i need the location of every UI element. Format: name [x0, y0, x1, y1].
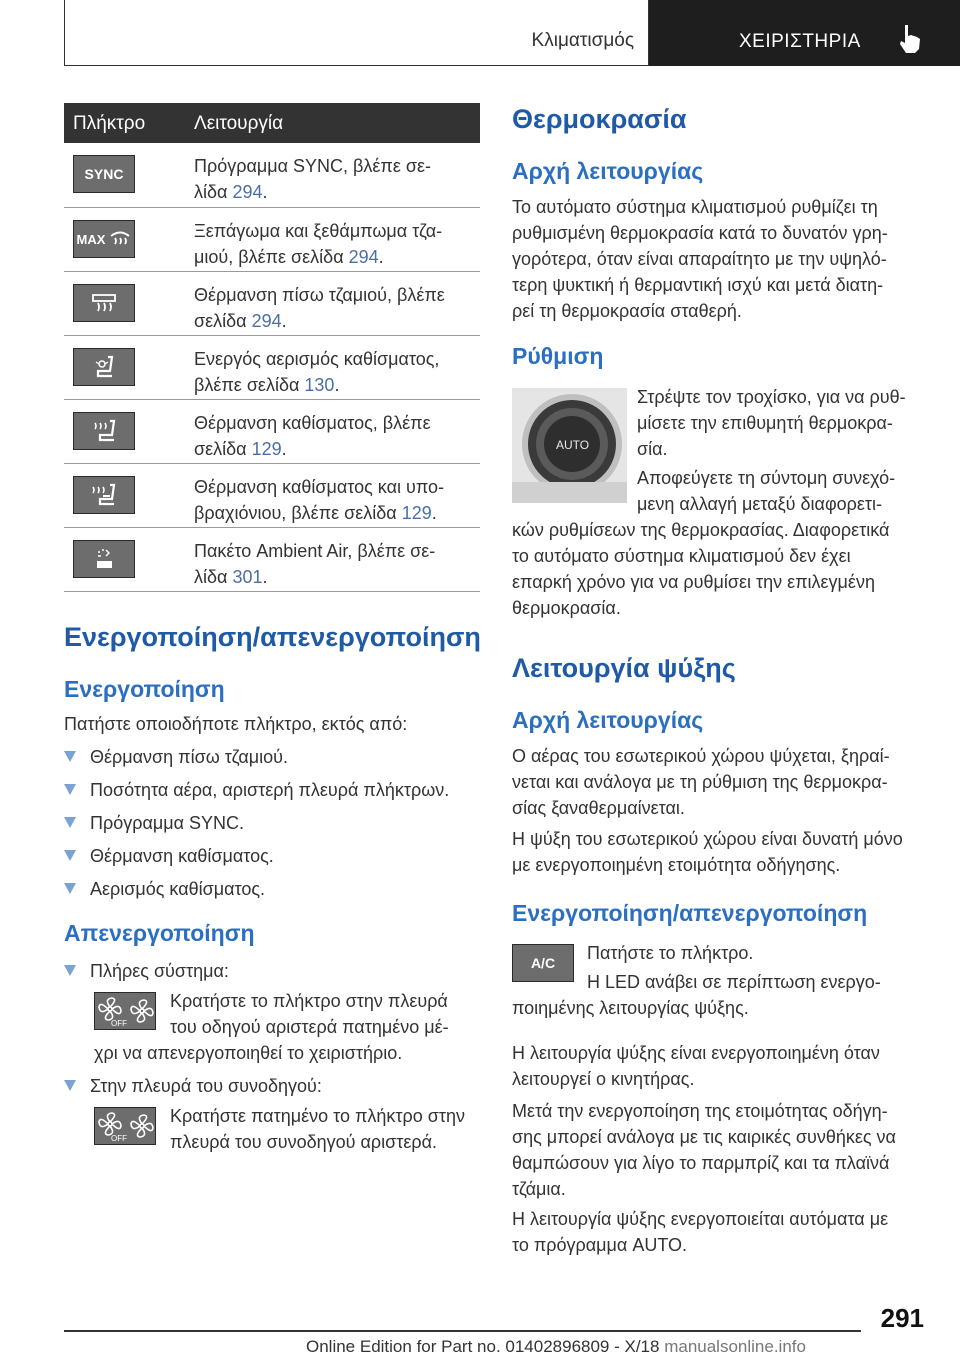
- setting-para-1a: Στρέψτε τον τροχίσκο, για να ρυθ-: [637, 387, 906, 407]
- ac-button: A/C: [512, 944, 574, 982]
- temp-para-2: ρυθμισμένη θερμοκρασία κατά το δυνατόν γρη-: [512, 223, 888, 243]
- page-link[interactable]: 130: [304, 375, 335, 395]
- page-link[interactable]: 129: [251, 439, 282, 459]
- row-text: Θέρμανση καθίσματος και υπο- βραχιόνιου, βλέπε σελίδα 129.: [194, 477, 444, 523]
- svg-text:OFF: OFF: [111, 1134, 127, 1143]
- temp-para-5: ρεί τη θερμοκρασία σταθερή.: [512, 301, 742, 321]
- chapter-title: ΧΕΙΡΙΣΤΗΡΙΑ: [739, 31, 861, 52]
- heading-principle-2: Αρχή λειτουργίας: [512, 707, 704, 733]
- max-defrost-button: MAX: [73, 220, 135, 258]
- ac-para-2b: ποιημένης λειτουργίας ψύξης.: [512, 998, 749, 1018]
- off-driver-text-c: χρι να απενεργοποιηθεί το χειριστήριο.: [94, 1043, 403, 1063]
- heading-principle: Αρχή λειτουργίας: [512, 158, 704, 184]
- svg-text:AUTO: AUTO: [556, 438, 590, 452]
- heading-on-off-2: Ενεργοποίηση/απενεργοποίηση: [512, 900, 868, 926]
- cool-para-2b: με ενεργοποιημένη ετοιμότητα οδήγησης.: [512, 855, 841, 875]
- table-header: [64, 103, 480, 143]
- ac-para-4d: τζάμια.: [512, 1179, 566, 1199]
- temp-para-3: γορότερα, όταν είναι απαραίτητο με την υψηλό-: [512, 249, 887, 269]
- page-header: [64, 0, 960, 66]
- fan-off-button-driver: [94, 992, 156, 1030]
- list-item: Θέρμανση πίσω τζαμιού.: [64, 744, 288, 770]
- setting-para-1b: μίσετε την επιθυμητή θερμοκρα-: [637, 413, 893, 433]
- list-item: Πλήρες σύστημα:: [64, 958, 229, 984]
- table-row: [64, 464, 480, 528]
- off-driver-text-b: του οδηγού αριστερά πατημένο μέ-: [170, 1017, 449, 1037]
- list-item: Αερισμός καθίσματος.: [64, 876, 265, 902]
- setting-para-2d: το αυτόματο σύστημα κλιματισμού δεν έχει: [512, 546, 851, 566]
- bullet-triangle-icon: [64, 817, 76, 828]
- setting-para-2f: θερμοκρασία.: [512, 598, 621, 618]
- row-text: Ενεργός αερισμός καθίσματος, βλέπε σελίδα 130.: [194, 349, 440, 395]
- page-link[interactable]: 294: [232, 182, 263, 202]
- heading-activation: Ενεργοποίηση: [64, 676, 225, 702]
- footer-divider: [64, 1330, 861, 1332]
- table-row: [64, 528, 480, 592]
- page-link[interactable]: 301: [232, 567, 263, 587]
- off-passenger-text-a: Κρατήστε πατημένο το πλήκτρο στην: [170, 1106, 466, 1126]
- temp-para-4: τερη ψυκτική ή θερμαντική ισχύ και μετά διατη-: [512, 275, 884, 295]
- ambient-air-icon: [90, 546, 118, 572]
- cool-para-1c: σίας ξαναθερμαίνεται.: [512, 798, 685, 818]
- fan-off-button-passenger: [94, 1107, 156, 1145]
- bullet-triangle-icon: [64, 883, 76, 894]
- list-item: Θέρμανση καθίσματος.: [64, 843, 274, 869]
- setting-para-2e: επαρκή χρόνο για να ρυθμίσει την επιλεγμένη: [512, 572, 875, 592]
- heading-temperature: Θερμοκρασία: [512, 104, 687, 134]
- table-row: [64, 272, 480, 336]
- col-header-function: Λειτουργία: [194, 113, 284, 134]
- table-row: [64, 336, 480, 400]
- list-item: Ποσότητα αέρα, αριστερή πλευρά πλήκτρων.: [64, 777, 449, 803]
- page-link[interactable]: 294: [348, 247, 379, 267]
- seat-ventilation-icon: [90, 354, 118, 380]
- list-item: Πρόγραμμα SYNC.: [64, 810, 244, 836]
- rear-window-heat-button: [73, 284, 135, 322]
- auto-knob-photo: [512, 388, 627, 503]
- off-passenger-text-b: πλευρά του συνοδηγού αριστερά.: [170, 1132, 438, 1152]
- ac-para-1: Πατήστε το πλήκτρο.: [587, 943, 754, 963]
- seat-heating-icon: [90, 418, 118, 444]
- ac-para-4c: θαμπώσουν για λίγο το παρμπρίζ και τα πλαϊνά: [512, 1153, 890, 1173]
- bullet-triangle-icon: [64, 751, 76, 762]
- hand-pointer-icon: [895, 22, 925, 54]
- page-link[interactable]: 129: [401, 503, 432, 523]
- ac-para-3a: Η λειτουργία ψύξης είναι ενεργοποιημένη όταν: [512, 1043, 880, 1063]
- seat-armrest-heating-button: [73, 476, 135, 514]
- col-header-button: Πλήκτρο: [73, 113, 146, 134]
- row-text: Πακέτο Ambient Air, βλέπε σε- λίδα 301.: [194, 541, 436, 587]
- heading-deactivation: Απενεργοποίηση: [64, 920, 255, 946]
- row-text: Θέρμανση καθίσματος, βλέπε σελίδα 129.: [194, 413, 431, 459]
- watermark: manualsonline.info: [664, 1337, 806, 1356]
- cool-para-1b: νεται και ανάλογα με τη ρύθμιση της θερμοκρα-: [512, 772, 888, 792]
- temp-para-1: Το αυτόματο σύστημα κλιματισμού ρυθμίζει τη: [512, 197, 878, 217]
- bullet-triangle-icon: [64, 850, 76, 861]
- row-text: Ξεπάγωμα και ξεθάμπωμα τζα- μιού, βλέπε σελίδα 294.: [194, 221, 443, 267]
- table-row: [64, 400, 480, 464]
- ac-para-2a: Η LED ανάβει σε περίπτωση ενεργο-: [587, 972, 881, 992]
- heading-cooling: Λειτουργία ψύξης: [512, 653, 736, 683]
- rear-defrost-icon: [90, 292, 118, 314]
- cool-para-1a: Ο αέρας του εσωτερικού χώρου ψύχεται, ξηραί-: [512, 746, 890, 766]
- fan-off-icon: [95, 1108, 157, 1146]
- windshield-defrost-icon: [109, 230, 131, 248]
- ac-para-4a: Μετά την ενεργοποίηση της ετοιμότητας οδήγη-: [512, 1101, 888, 1121]
- heading-on-off: Ενεργοποίηση/απενεργοποίηση: [64, 622, 481, 652]
- ac-para-4b: σης μπορεί ανάλογα με τις καιρικές συνθήκες να: [512, 1127, 896, 1147]
- row-text: Θέρμανση πίσω τζαμιού, βλέπε σελίδα 294.: [194, 285, 445, 331]
- seat-ventilation-button: [73, 348, 135, 386]
- list-item: Στην πλευρά του συνοδηγού:: [64, 1073, 322, 1099]
- sync-button: SYNC: [73, 155, 135, 193]
- page-number: 291: [880, 1303, 924, 1333]
- cool-para-2a: Η ψύξη του εσωτερικού χώρου είναι δυνατή μόνο: [512, 829, 903, 849]
- table-row: [64, 208, 480, 272]
- bullet-triangle-icon: [64, 1080, 76, 1091]
- chapter-tab: [649, 0, 960, 66]
- ac-para-5a: Η λειτουργία ψύξης ενεργοποιείται αυτόματα με: [512, 1209, 889, 1229]
- setting-para-2b: μενη αλλαγή μεταξύ διαφορετι-: [637, 494, 882, 514]
- button-function-table: [64, 103, 480, 592]
- activation-intro: Πατήστε οποιοδήποτε πλήκτρο, εκτός από:: [64, 714, 408, 734]
- heading-setting: Ρύθμιση: [512, 343, 604, 369]
- svg-text:OFF: OFF: [111, 1019, 127, 1028]
- setting-para-2c: κών ρυθμίσεων της θερμοκρασίας. Διαφορετικά: [512, 520, 890, 540]
- off-driver-text-a: Κρατήστε το πλήκτρο στην πλευρά: [170, 991, 448, 1011]
- seat-heating-button: [73, 412, 135, 450]
- footer-edition: Online Edition for Part no. 01402896809 - X/18 manualsonline.info: [306, 1337, 806, 1356]
- ac-para-3b: λειτουργεί ο κινητήρας.: [512, 1069, 695, 1089]
- ac-para-5b: το πρόγραμμα AUTO.: [512, 1235, 688, 1255]
- bullet-triangle-icon: [64, 784, 76, 795]
- ambient-air-button: [73, 540, 135, 578]
- seat-armrest-heating-icon: [89, 482, 119, 508]
- section-tab: [64, 0, 649, 66]
- row-text: Πρόγραμμα SYNC, βλέπε σε- λίδα 294.: [194, 156, 432, 202]
- table-row: [64, 143, 480, 208]
- temperature-knob-image: [512, 388, 627, 503]
- bullet-triangle-icon: [64, 965, 76, 976]
- section-title: Κλιματισμός: [531, 30, 634, 51]
- setting-para-2a: Αποφεύγετε τη σύντομη συνεχό-: [637, 468, 896, 488]
- setting-para-1c: σία.: [637, 439, 668, 459]
- fan-off-icon: [95, 993, 157, 1031]
- page-link[interactable]: 294: [251, 311, 282, 331]
